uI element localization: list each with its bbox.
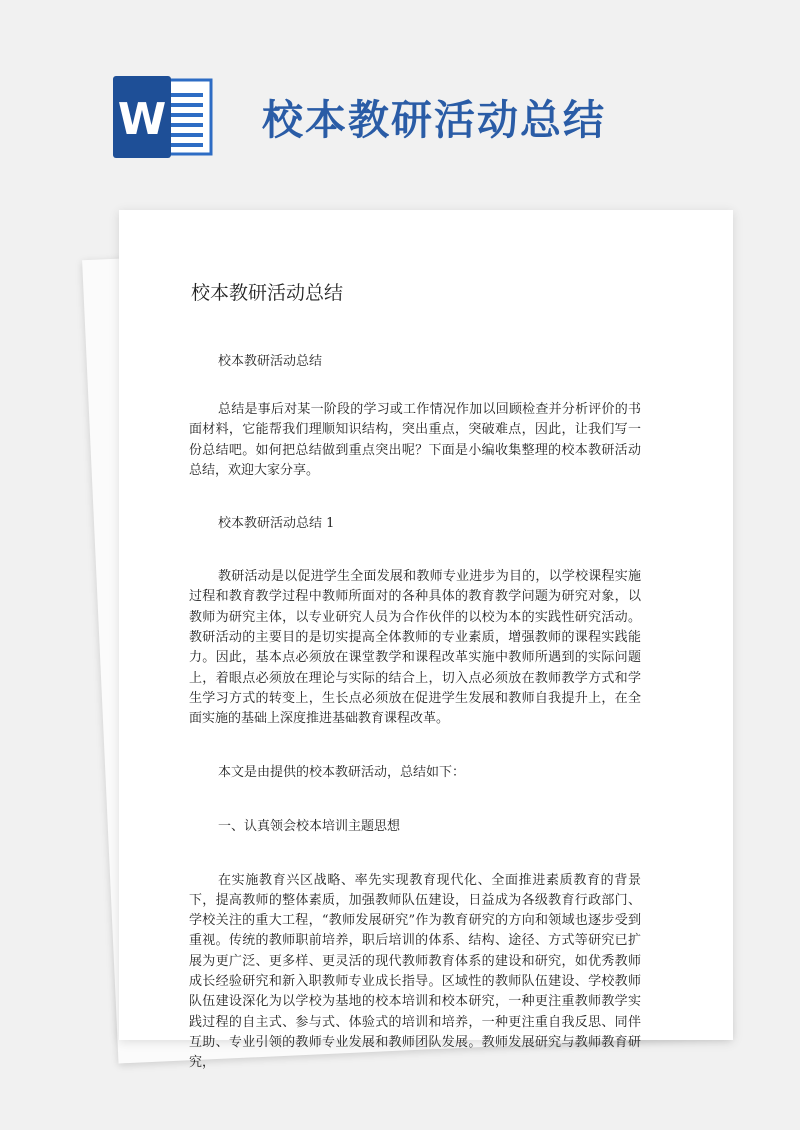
section-heading: 校本教研活动总结: [218, 354, 323, 369]
section-heading: 本文是由提供的校本教研活动，总结如下：: [218, 764, 466, 780]
page-header: [0, 0, 800, 200]
document-page: [119, 210, 733, 1071]
paragraph-intro: 总结是事后对某一阶段的学习或工作情况作加以回顾检查并分析评价的书面材料，它能帮我们理顺知识结构，突出重点，突破难点，因此，让我们写一份总结吧。如何把总结做到重点突出呢？下面是小编收集整理的校本教研活动总结，欢迎大家分享。: [189, 402, 641, 478]
word-logo-letter: W: [117, 94, 167, 145]
header-title: 校本教研活动总结: [262, 96, 606, 144]
document-body: [189, 352, 641, 1074]
paragraph-body: 在实施教育兴区战略、率先实现教育现代化、全面推进素质教育的背景下，提高教师的整体素质，加强教师队伍建设，日益成为各级教育行政部门、学校关注的重大工程，“教师发展研究”作为教育研究的方向和领域也逐步受到重视。传统的教师职前培养，职后培训的体系、结构、途径、方式等研究已扩展为更广泛、更多样、更灵活的现代教师教育体系的建设和研究，如优秀教师成长经验研究和新入职教师专业成长指导。区域性的教师队伍建设、学校教师队伍建设深化为以学校为基地的校本培训和校本研究，一种更注重教师教学实践过程的自主式、参与式、体验式的培训和培养，一种更注重自我反思、同伴互助、专业引领的教师专业发展和教师团队发展。教师发展研究与教师教育研究，: [189, 872, 641, 1071]
section-heading: 校本教研活动总结 1: [218, 516, 335, 532]
section-heading: 一、认真领会校本培训主题思想: [218, 818, 401, 834]
word-icon: [113, 76, 213, 158]
paragraph-body: 教研活动是以促进学生全面发展和教师专业进步为目的，以学校课程实施过程和教育教学过程中教师所面对的各种具体的教育教学问题为研究对象，以教师为研究主体，以专业研究人员为合作伙伴的以校为本的实践性研究活动。教研活动的主要目的是切实提高全体教师的专业素质，增强教师的课程实践能力。因此，基本点必须放在课堂教学和课程改革实施中教师所遇到的实际问题上，着眼点必须放在理论与实际的结合上，切入点必须放在教师教学方式和学生学习方式的转变上，生长点必须放在促进学生发展和教师自我提升上，在全面实施的基础上深度推进基础教育课程改革。: [189, 569, 641, 727]
document-title: 校本教研活动总结: [191, 282, 344, 304]
